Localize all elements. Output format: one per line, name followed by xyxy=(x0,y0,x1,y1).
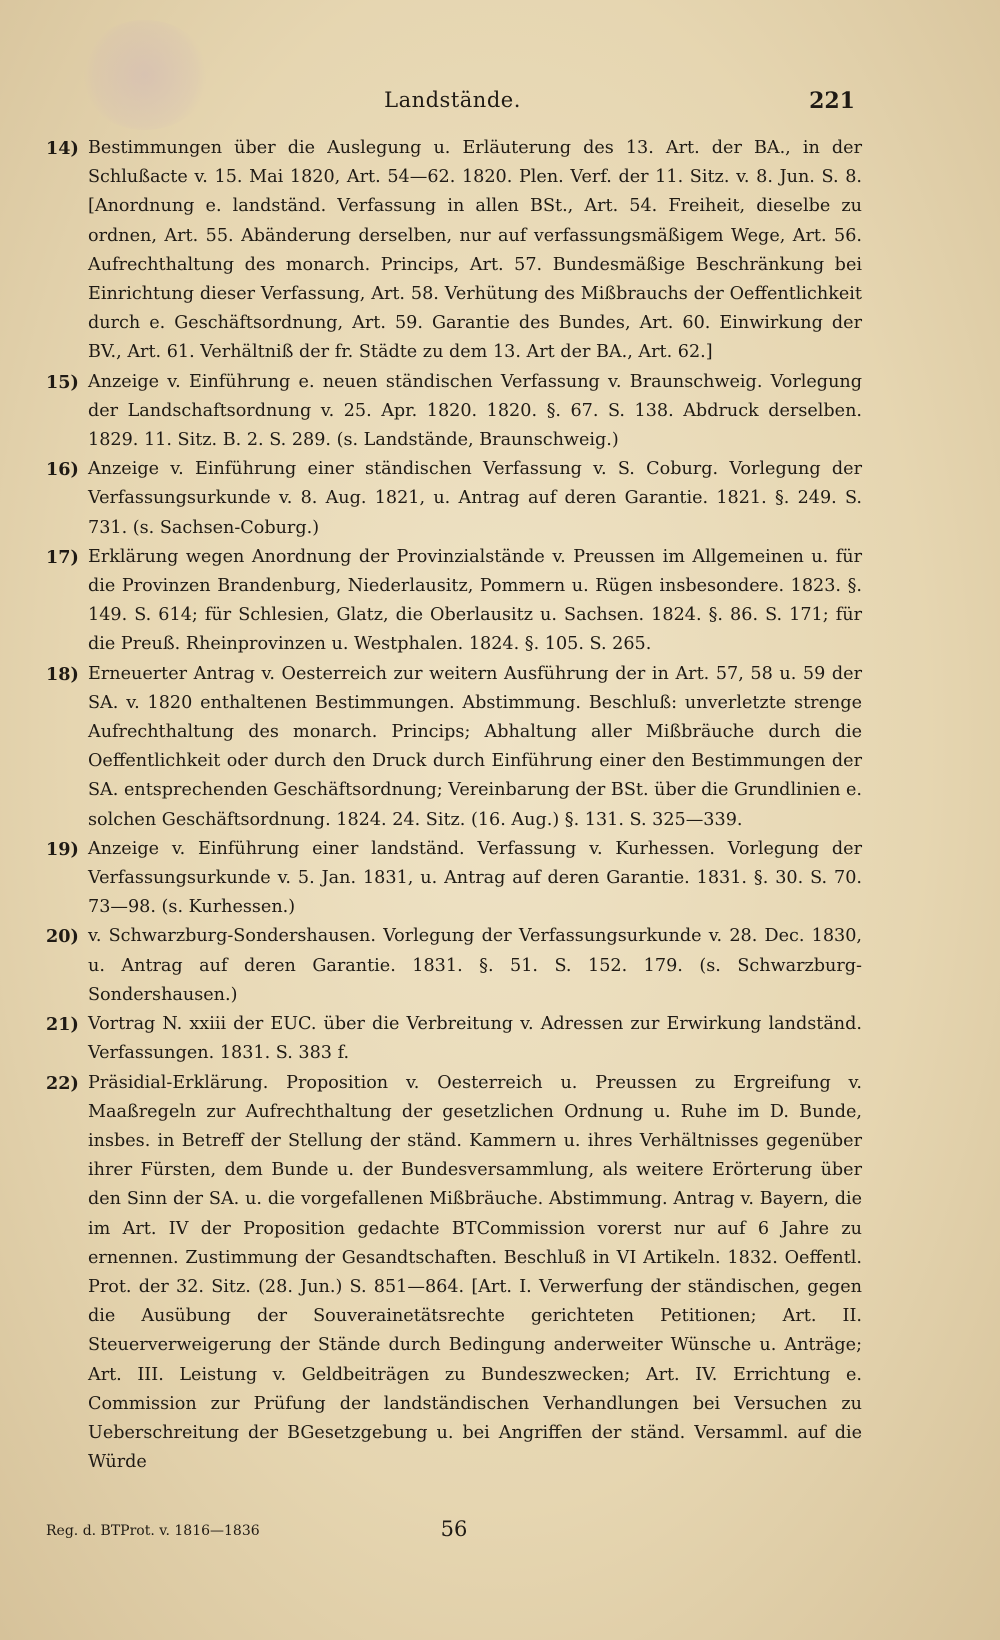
entry-22 xyxy=(46,1069,862,1478)
running-title: Landstände. xyxy=(384,88,521,112)
sheet-number: 56 xyxy=(440,1517,468,1541)
entry-number: 21) xyxy=(46,1014,79,1036)
entry-16 xyxy=(46,455,862,543)
entry-17 xyxy=(46,543,862,660)
entry-number: 20) xyxy=(46,926,79,948)
entry-text: v. Schwarzburg-Sondershausen. Vorlegung der Verfassungsurkunde v. 28. Dec. 1830, u. Antrag auf deren Garantie. 1831. §. 51. S. 152. 179. (s. Schwarzburg-Sondershausen.) xyxy=(88,926,862,1005)
entry-list xyxy=(46,134,862,1477)
entry-number: 19) xyxy=(46,838,79,860)
entry-21 xyxy=(46,1010,862,1068)
signature-line: Reg. d. BTProt. v. 1816—1836 xyxy=(46,1523,260,1539)
entry-text: Anzeige v. Einführung einer ständischen Verfassung v. S. Coburg. Vorlegung der Verfassungsurkunde v. 8. Aug. 1821, u. Antrag auf deren Garantie. 1821. §. 249. S. 731. (s. Sachsen-Coburg.) xyxy=(88,459,862,538)
entry-number: 18) xyxy=(46,663,79,685)
entry-text: Bestimmungen über die Auslegung u. Erläuterung des 13. Art. der BA., in der Schlußacte v. 15. Mai 1820, Art. 54—62. 1820. Plen. Verf. der 11. Sitz. v. 8. Jun. S. 8. [Anordnung e. landständ. Verfassung in allen BSt., Art. 54. Freiheit, dieselbe zu ordnen, Art. 55. Abänderung derselben, nur auf verfassungsmäßigem Wege, Art. 56. Aufrechthaltung des monarch. Princips, Art. 57. Bundesmäßige Beschränkung bei Einrichtung dieser Verfassung, Art. 58. Verhütung des Mißbrauchs der Oeffentlichkeit durch e. Geschäftsordnung, Art. 59. Garantie des Bundes, Art. 60. Einwirkung der BV., Art. 61. Verhältniß der fr. Städte zu dem 13. Art der BA., Art. 62.] xyxy=(88,138,862,363)
entry-18 xyxy=(46,660,862,835)
entry-15 xyxy=(46,368,862,456)
entry-text: Präsidial-Erklärung. Proposition v. Oesterreich u. Preussen zu Ergreifung v. Maaßregeln zur Aufrechthaltung der gesetzlichen Ordnung u. Ruhe im D. Bunde, insbes. in Betreff der Stellung der ständ. Kammern u. ihres Verhältnisses gegenüber ihrer Fürsten, dem Bunde u. der Bundesversammlung, als weitere Erörterung über den Sinn der SA. u. die vorgefallenen Mißbräuche. Abstimmung. Antrag v. Bayern, die im Art. IV der Proposition gedachte BTCommission vorerst nur auf 6 Jahre zu ernennen. Zustimmung der Gesandtschaften. Beschluß in VI Artikeln. 1832. Oeffentl. Prot. der 32. Sitz. (28. Jun.) S. 851—864. [Art. I. Verwerfung der ständischen, gegen die Ausübung der Souverainetätsrechte gerichteten Petitionen; Art. II. Steuerverweigerung der Stände durch Bedingung anderweiter Wünsche u. Anträge; Art. III. Leistung v. Geldbeiträgen zu Bundeszwecken; Art. IV. Errichtung e. Commission zur Prüfung der landständischen Verhandlungen bei Versuchen zu Ueberschreitung der BGesetzgebung u. bei Angriffen der ständ. Versamml. auf die Würde xyxy=(88,1072,862,1473)
entry-number: 17) xyxy=(46,546,79,568)
page-header xyxy=(50,84,855,120)
entry-text: Anzeige v. Einführung e. neuen ständischen Verfassung v. Braunschweig. Vorlegung der Landschaftsordnung v. 25. Apr. 1820. 1820. §. 67. S. 138. Abdruck derselben. 1829. 11. Sitz. B. 2. S. 289. (s. Landstände, Braunschweig.) xyxy=(88,371,862,451)
entry-number: 22) xyxy=(46,1072,79,1094)
entry-number: 15) xyxy=(46,371,79,393)
entry-text: Erklärung wegen Anordnung der Provinzialstände v. Preussen im Allgemeinen u. für die Provinzen Brandenburg, Niederlausitz, Pommern u. Rügen insbesondere. 1823. §. 149. S. 614; für Schlesien, Glatz, die Oberlausitz u. Sachsen. 1824. §. 86. S. 171; für die Preuß. Rheinprovinzen u. Westphalen. 1824. §. 105. S. 265. xyxy=(88,546,862,655)
entry-text: Erneuerter Antrag v. Oesterreich zur weitern Ausführung der in Art. 57, 58 u. 59 der SA. v. 1820 enthaltenen Bestimmungen. Abstimmung. Beschluß: unverletzte strenge Aufrechthaltung des monarch. Princips; Abhaltung aller Mißbräuche durch die Oeffentlichkeit oder durch den Druck durch Einführung einer den Bestimmungen der SA. entsprechenden Geschäftsordnung; Vereinbarung der BSt. über die Grundlinien e. solchen Geschäftsordnung. 1824. 24. Sitz. (16. Aug.) §. 131. S. 325—339. xyxy=(88,663,862,830)
entry-number: 16) xyxy=(46,459,79,481)
page-number: 221 xyxy=(809,88,855,114)
entry-text: Vortrag N. xxiii der EUC. über die Verbreitung v. Adressen zur Erwirkung landständ. Verfassungen. 1831. S. 383 f. xyxy=(88,1014,862,1064)
page-footer xyxy=(46,1517,862,1547)
entry-19 xyxy=(46,835,862,923)
entry-20 xyxy=(46,922,862,1010)
entry-number: 14) xyxy=(46,138,79,159)
entry-14 xyxy=(46,134,862,368)
entry-text: Anzeige v. Einführung einer landständ. Verfassung v. Kurhessen. Vorlegung der Verfassungsurkunde v. 5. Jan. 1831, u. Antrag auf deren Garantie. 1831. §. 30. S. 70. 73—98. (s. Kurhessen.) xyxy=(88,838,862,918)
